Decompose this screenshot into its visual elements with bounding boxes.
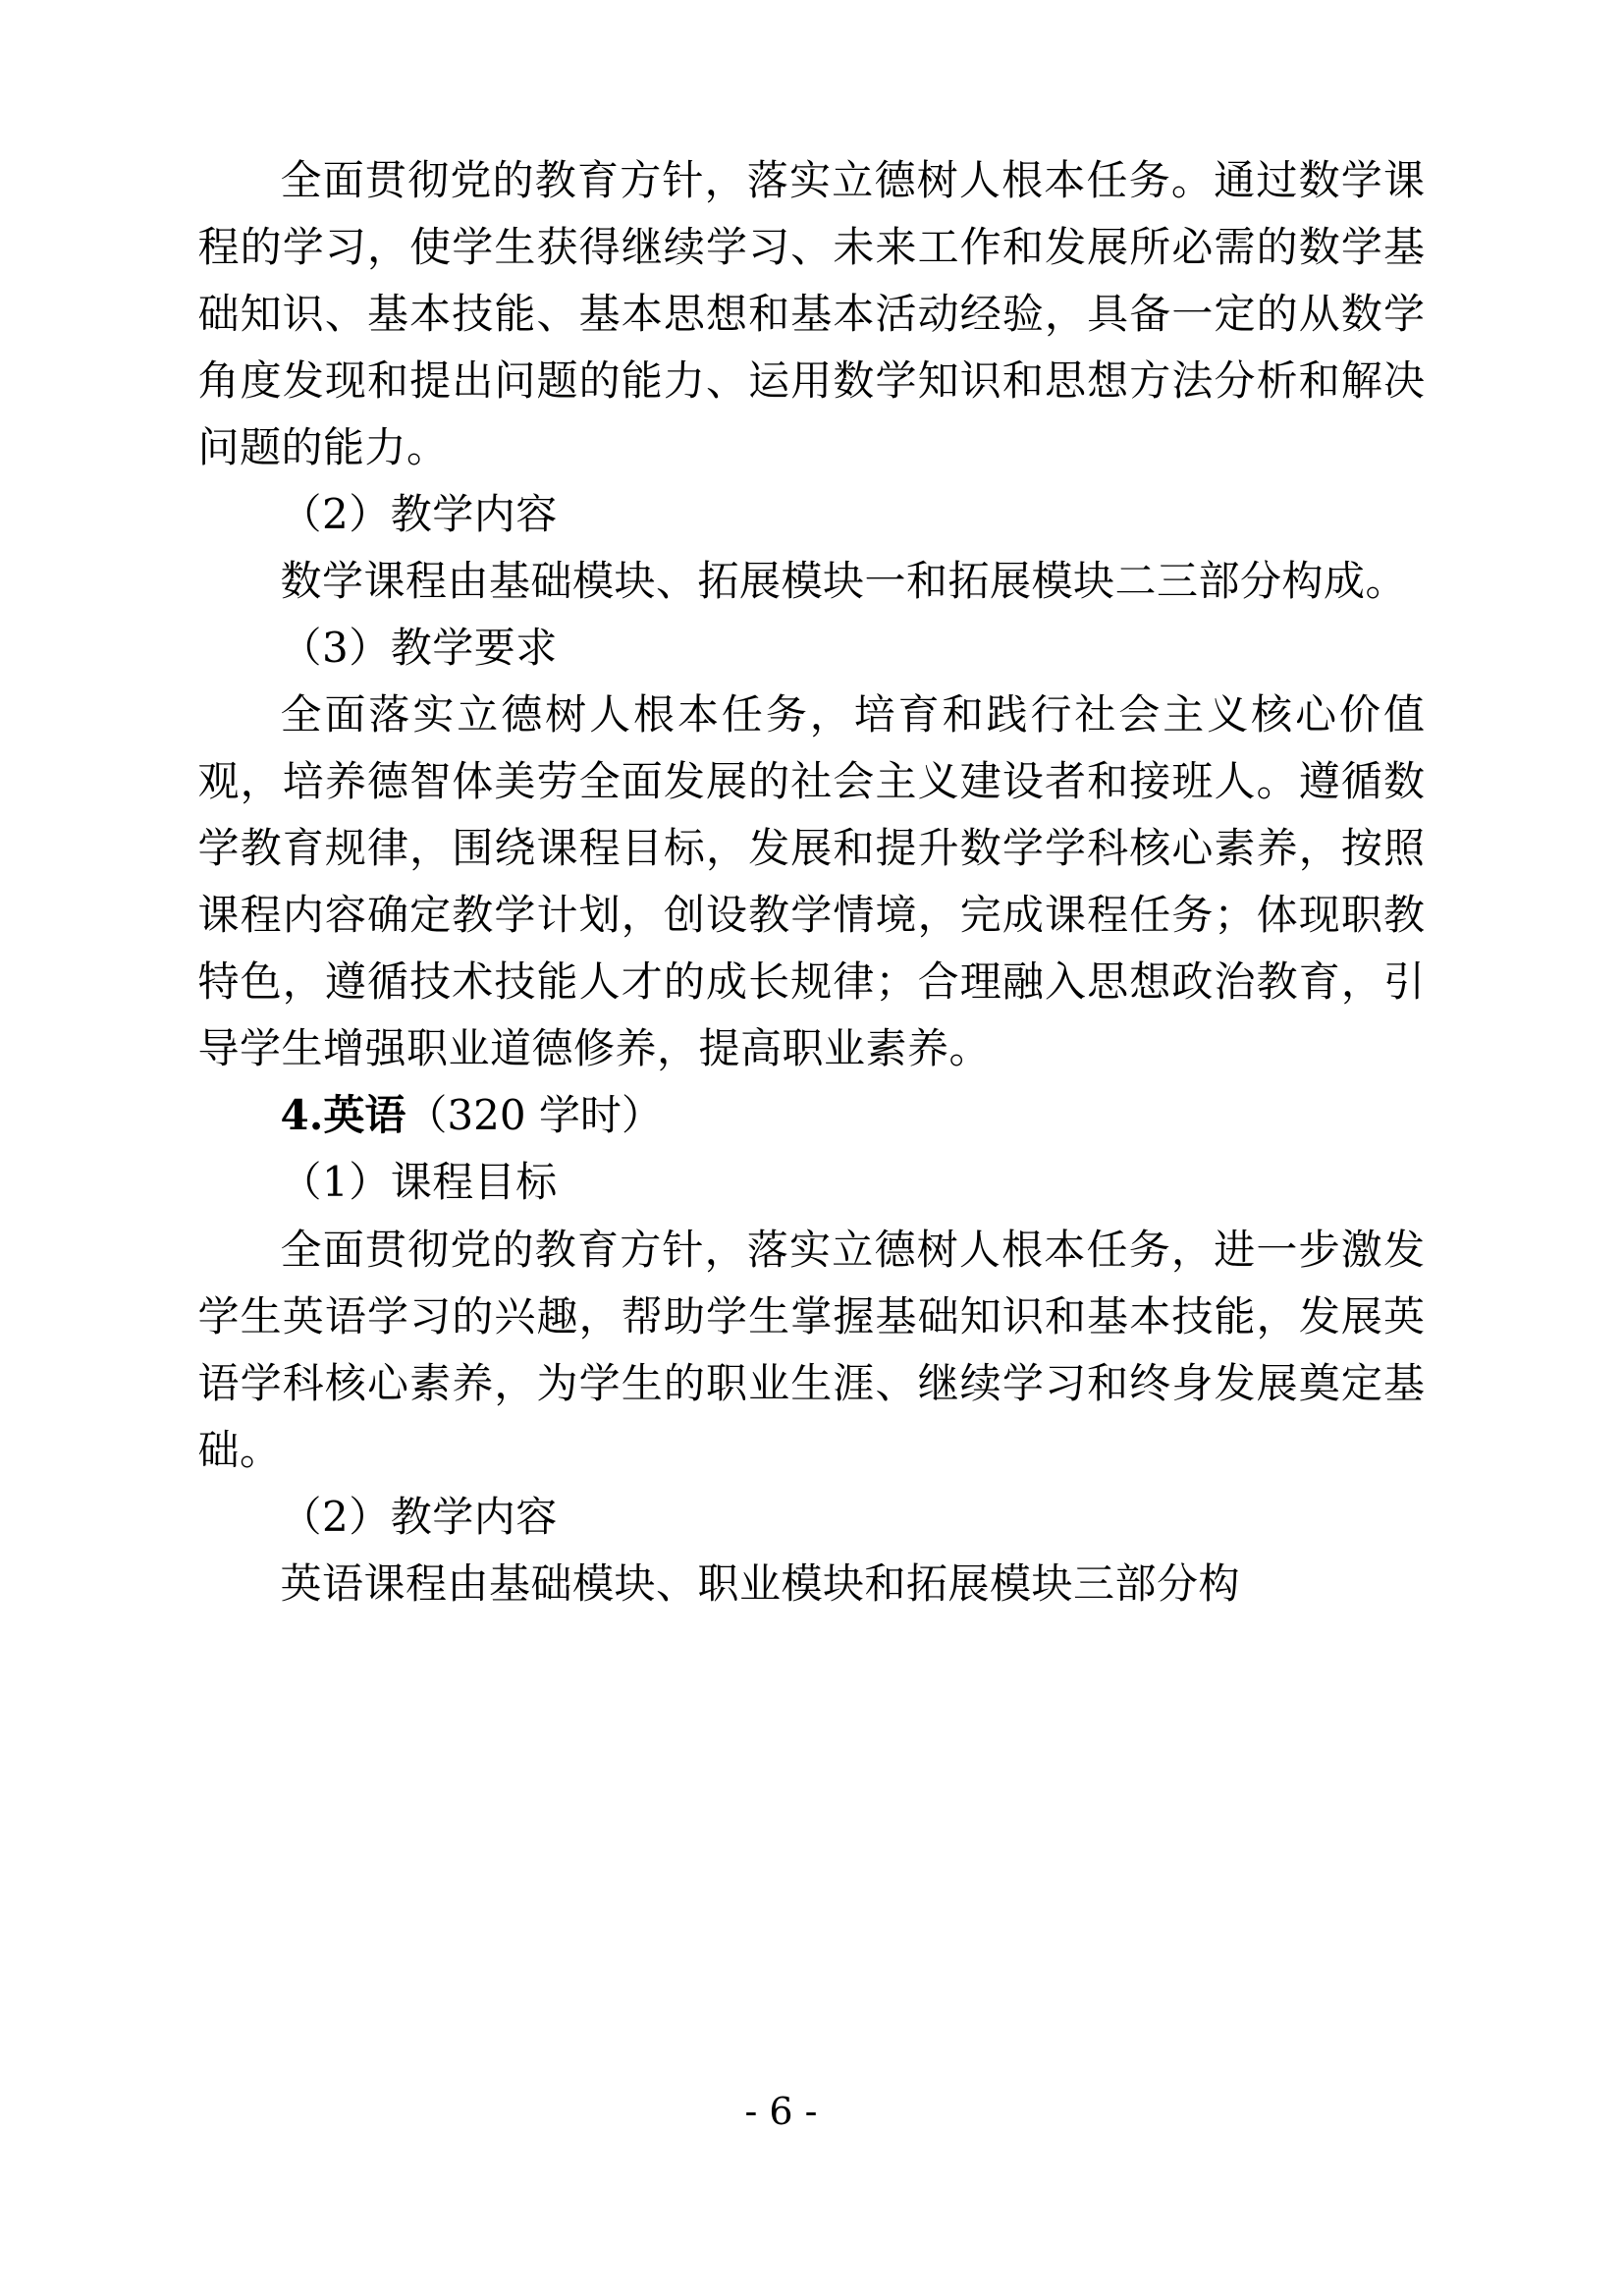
subheading-teaching-requirement: （3）教学要求 (280, 624, 558, 673)
paragraph-english-content-body: 英语课程由基础模块、职业模块和拓展模块三部分构 (280, 1558, 1241, 1608)
subheading-teaching-content: （2）教学内容 (280, 490, 558, 539)
heading-english-course (198, 1082, 1426, 1149)
page-footer (0, 2090, 1623, 2133)
page-number: - 6 - (744, 2090, 818, 2133)
heading-title: 英语 (323, 1091, 406, 1140)
heading-number: 4. (280, 1091, 324, 1140)
subheading-course-objective: （1）课程目标 (280, 1158, 558, 1207)
paragraph-math-requirement-body: 全面落实立德树人根本任务，培育和践行社会主义核心价值观，培养德智体美劳全面发展的社会主义建设者和接班人。遵循数学教育规律，围绕课程目标，发展和提升数学学科核心素养，按照课程内容确定教学计划，创设教学情境，完成课程任务；体现职教特色，遵循技术技能人才的成长规律；合理融入思想政治教育，引导学生增强职业道德修养，提高职业素养。 (197, 690, 1426, 1073)
page-content (198, 147, 1426, 1617)
heading-hours: （320 学时） (406, 1091, 663, 1140)
subheading-english-teaching-content: （2）教学内容 (280, 1492, 558, 1541)
paragraph-math-objective-body: 全面贯彻党的教育方针，落实立德树人根本任务。通过数学课程的学习，使学生获得继续学习、未来工作和发展所必需的数学基础知识、基本技能、基本思想和基本活动经验，具备一定的从数学角度发现和提出问题的能力、运用数学知识和思想方法分析和解决问题的能力。 (197, 156, 1426, 472)
paragraph-english-objective-body: 全面贯彻党的教育方针，落实立德树人根本任务，进一步激发学生英语学习的兴趣，帮助学生掌握基础知识和基本技能，发展英语学科核心素养，为学生的职业生涯、继续学习和终身发展奠定基础。 (197, 1225, 1426, 1474)
paragraph-math-content-body: 数学课程由基础模块、拓展模块一和拓展模块二三部分构成。 (280, 557, 1408, 606)
